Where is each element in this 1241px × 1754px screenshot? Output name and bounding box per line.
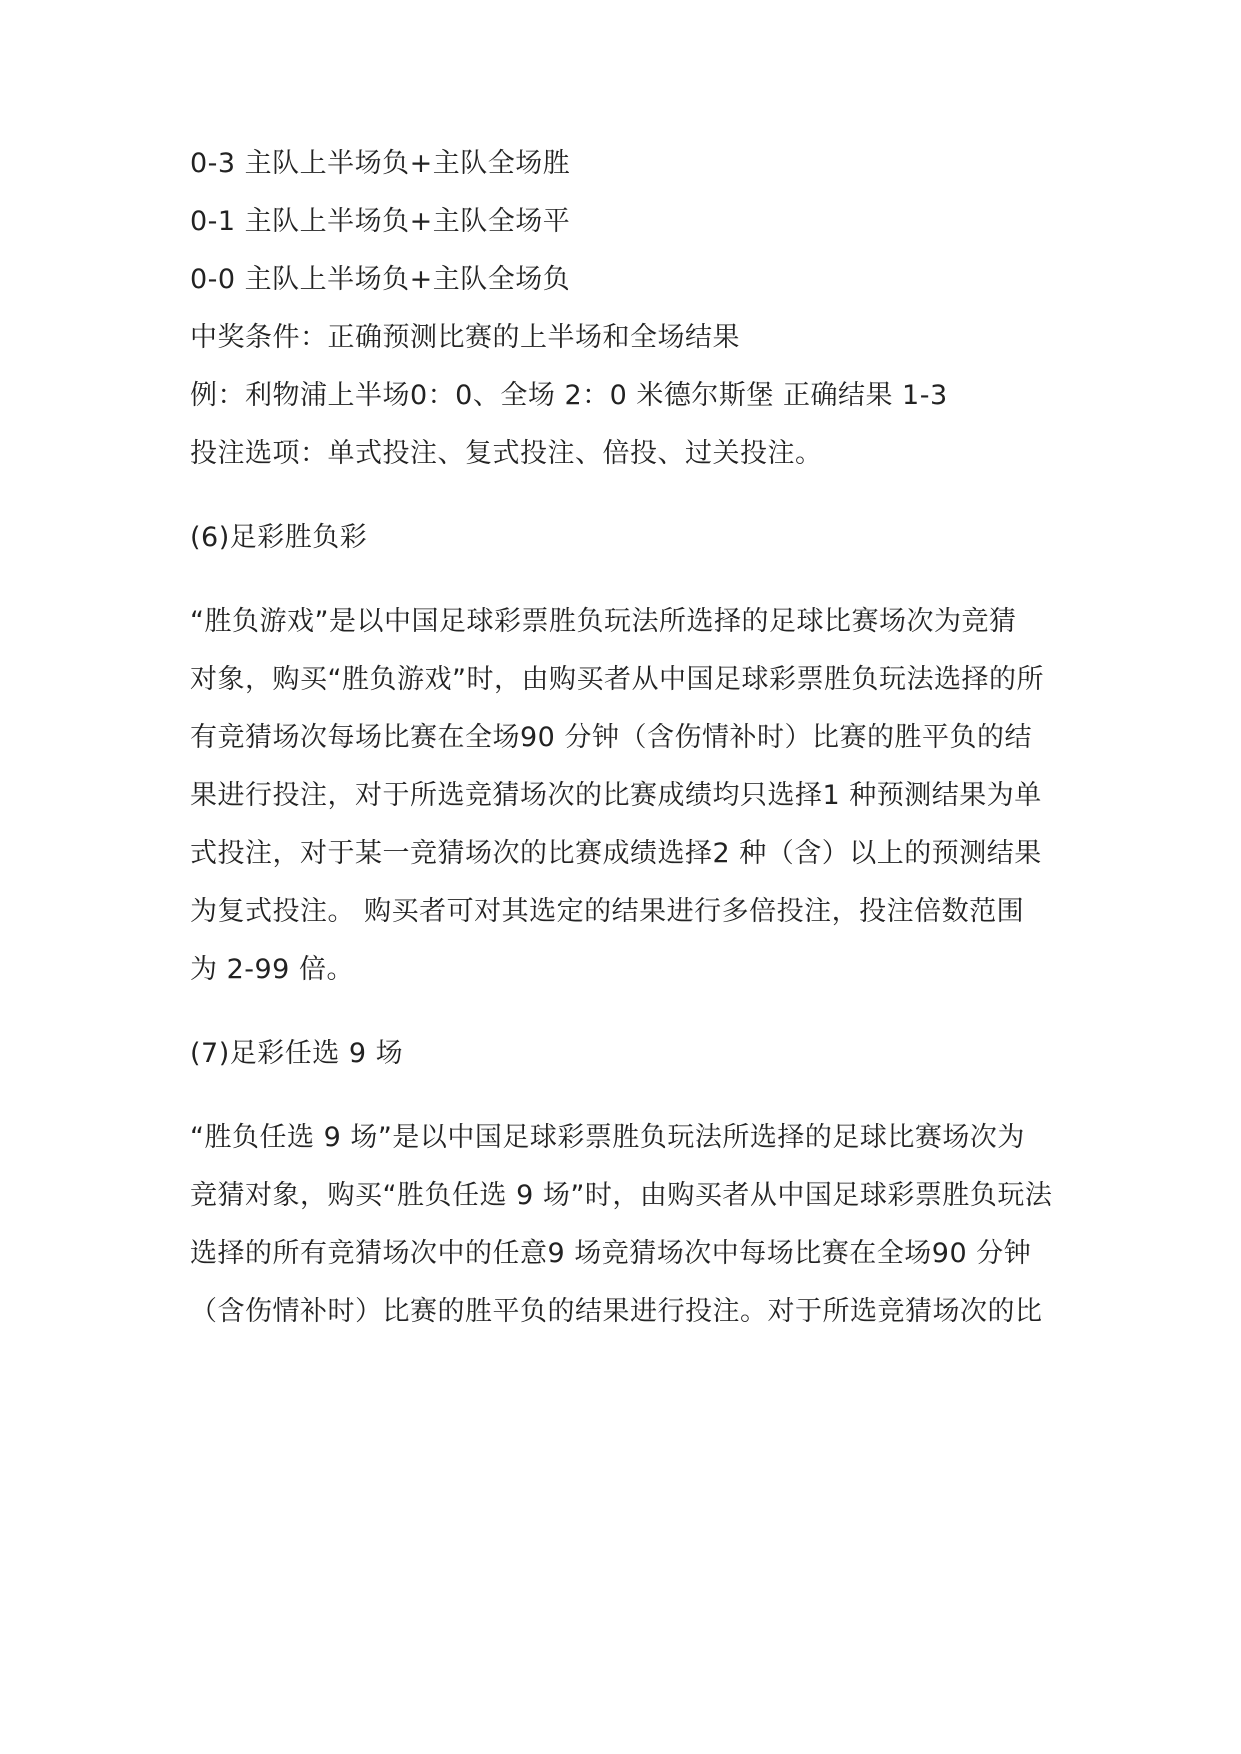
text-line-example: 例：利物浦上半场0：0、全场 2：0 米德尔斯堡 正确结果 1-3 <box>190 380 948 411</box>
paragraph-6-line-6: 为复式投注。 购买者可对其选定的结果进行多倍投注，投注倍数范围 <box>190 896 1025 927</box>
section-heading-6: (6)足彩胜负彩 <box>190 522 368 553</box>
section-heading-7: (7)足彩任选 9 场 <box>190 1038 404 1069</box>
text-line-halftime-0-1: 0-1 主队上半场负+主队全场平 <box>190 206 571 237</box>
paragraph-6-line-5: 式投注，对于某一竞猜场次的比赛成绩选择2 种（含）以上的预测结果 <box>190 838 1042 869</box>
text-line-bet-options: 投注选项：单式投注、复式投注、倍投、过关投注。 <box>190 438 823 469</box>
text-line-halftime-0-0: 0-0 主队上半场负+主队全场负 <box>190 264 571 295</box>
paragraph-7-line-3: 选择的所有竞猜场次中的任意9 场竞猜场次中每场比赛在全场90 分钟 <box>190 1238 1032 1269</box>
paragraph-6-line-3: 有竞猜场次每场比赛在全场90 分钟（含伤情补时）比赛的胜平负的结 <box>190 722 1032 753</box>
paragraph-6-line-7: 为 2-99 倍。 <box>190 954 354 985</box>
paragraph-6-line-2: 对象，购买“胜负游戏”时，由购买者从中国足球彩票胜负玩法选择的所 <box>190 664 1044 695</box>
text-line-halftime-0-3: 0-3 主队上半场负+主队全场胜 <box>190 148 571 179</box>
paragraph-7-line-4: （含伤情补时）比赛的胜平负的结果进行投注。对于所选竞猜场次的比 <box>190 1296 1043 1327</box>
paragraph-6-line-1: “胜负游戏”是以中国足球彩票胜负玩法所选择的足球比赛场次为竞猜 <box>190 606 1017 637</box>
paragraph-6-line-4: 果进行投注，对于所选竞猜场次的比赛成绩均只选择1 种预测结果为单 <box>190 780 1042 811</box>
text-line-winning-condition: 中奖条件：正确预测比赛的上半场和全场结果 <box>190 322 740 353</box>
paragraph-7-line-1: “胜负任选 9 场”是以中国足球彩票胜负玩法所选择的足球比赛场次为 <box>190 1122 1025 1153</box>
paragraph-7-line-2: 竞猜对象，购买“胜负任选 9 场”时，由购买者从中国足球彩票胜负玩法 <box>190 1180 1053 1211</box>
